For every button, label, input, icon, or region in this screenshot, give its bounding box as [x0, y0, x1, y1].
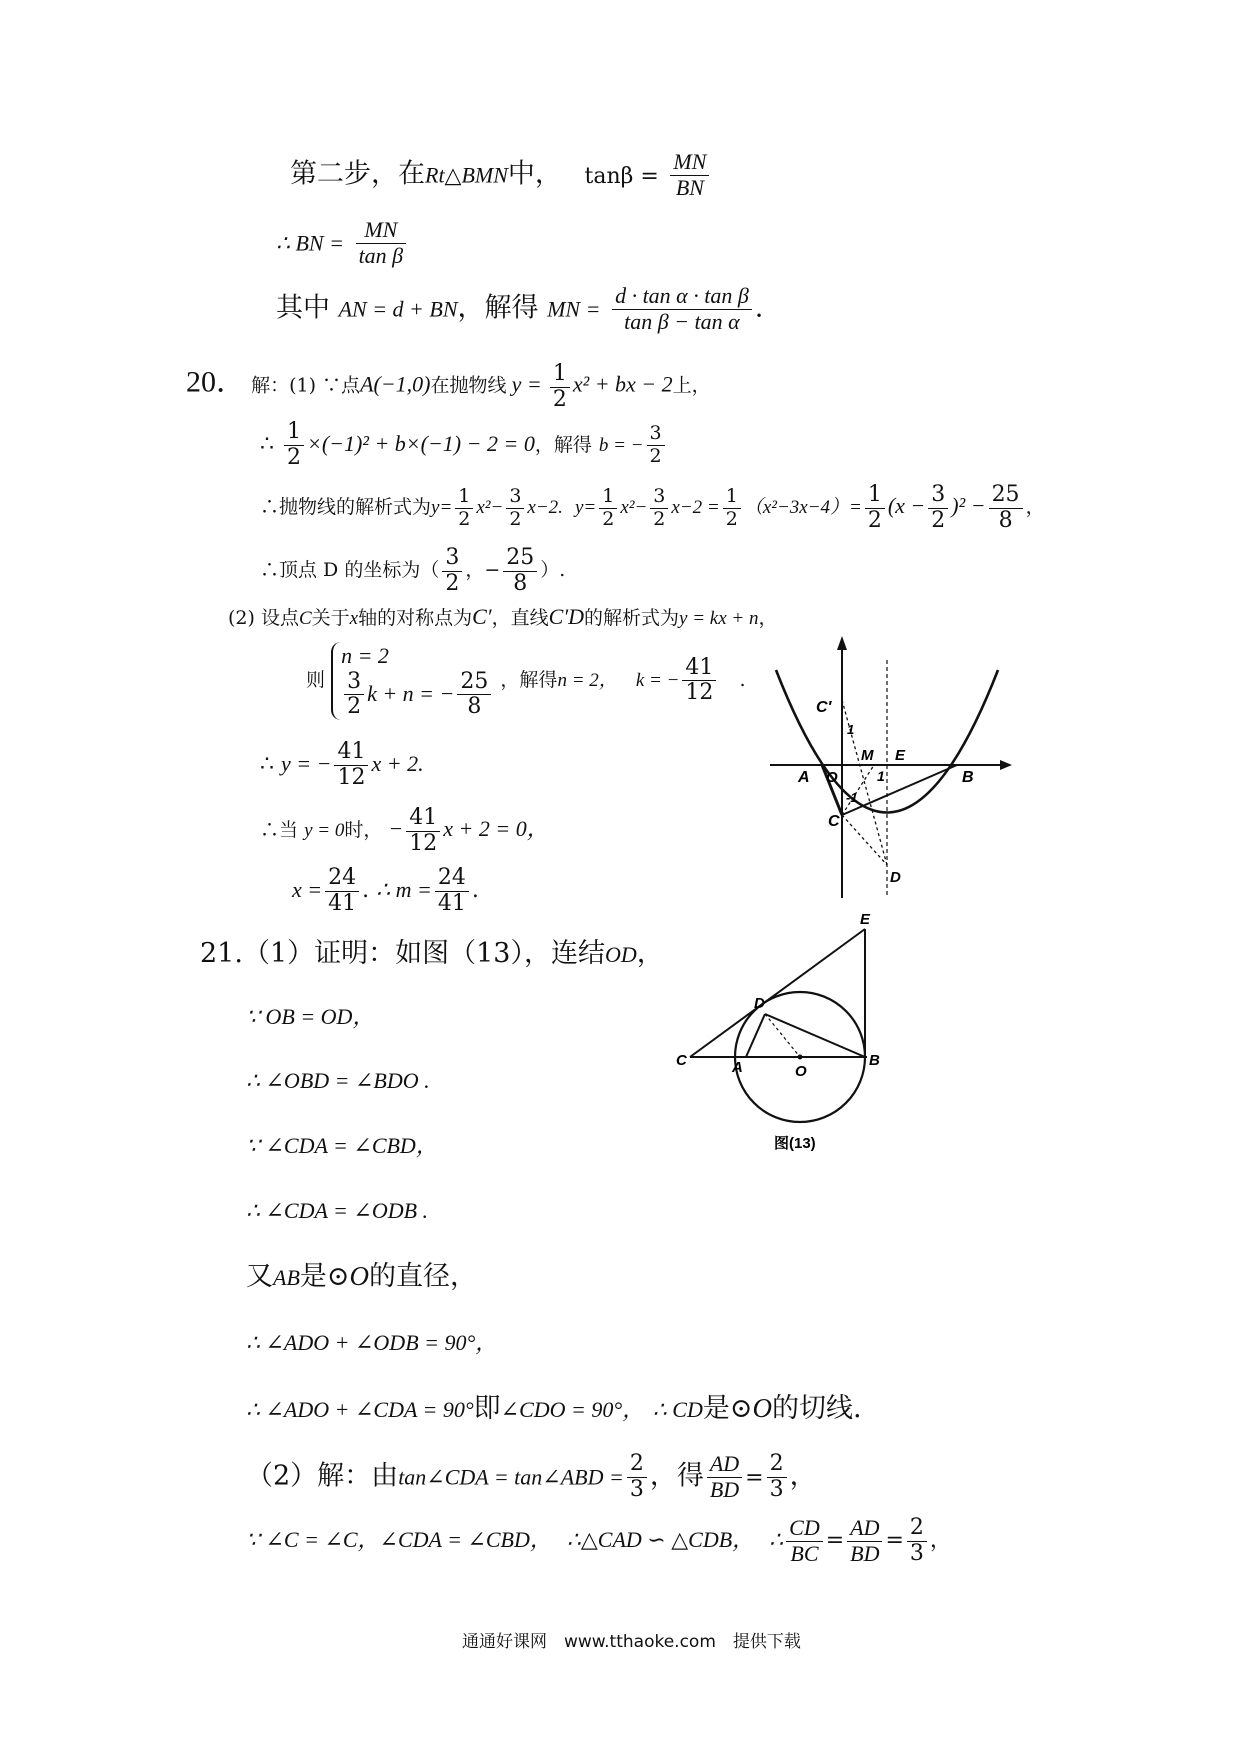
- fraction: $\frac{3}{2}$: [647, 423, 665, 467]
- q21-line1: 21.（1）证明：如图（13），连结OD，: [200, 938, 664, 969]
- fraction: $\frac{1}{2}$: [865, 483, 885, 533]
- fraction: $\frac{25}{8}$: [503, 546, 537, 596]
- fraction: $\frac{24}{41}$: [325, 866, 359, 916]
- label-e: E: [860, 911, 871, 928]
- line-cb: [842, 765, 957, 815]
- q20-line8: ∴当 y = 0时， − $\frac{41}{12}$ x + 2 = 0，: [260, 805, 549, 856]
- label-m: M: [861, 747, 874, 764]
- figure-caption: 图(13): [774, 1135, 816, 1152]
- fraction: $\frac{\text{d · tan α · tan β}}{\text{tan β − tan α}}$: [612, 284, 752, 334]
- q21-line6: 又AB是⊙O的直径，: [246, 1261, 478, 1292]
- q21-line10: ∵ ∠C = ∠C，∠CDA = ∠CBD， ∴△CAD ∽ △CDB， ∴ $\frac{CD}{BC}$ = $\frac{AD}{BD}$ = $\frac{2}{3}$ ，: [246, 1515, 952, 1566]
- fraction: $\frac{2}{3}$: [627, 1452, 647, 1502]
- question-number: 20．: [186, 365, 246, 399]
- fraction: $\frac{2}{3}$: [907, 1516, 927, 1566]
- q20-line2: ∴ $\frac{1}{2}$ ×(−1)² + b×(−1) − 2 = 0，解得 b = − $\frac{3}{2}$: [260, 420, 668, 470]
- label-one-x: 1: [877, 768, 885, 784]
- label-o: O: [826, 769, 838, 786]
- fraction: $\frac{41}{12}$: [406, 806, 440, 856]
- label-b: B: [869, 1052, 880, 1069]
- label-a: A: [732, 1059, 743, 1076]
- fraction: $\frac{41}{12}$: [334, 740, 368, 790]
- circle-figure: [670, 910, 910, 1160]
- line-db: [765, 1014, 865, 1057]
- fraction: $\frac{1}{2}$: [723, 486, 741, 530]
- label-a: A: [798, 769, 810, 786]
- q20-line9: x = $\frac{24}{41}$ . ∴ m = $\frac{24}{41}$ .: [292, 865, 479, 916]
- label-one-y: 1: [847, 722, 855, 737]
- q21-line2: ∵ OB = OD，: [246, 1004, 375, 1029]
- q21-line5: ∴ ∠CDA = ∠ODB .: [246, 1198, 429, 1223]
- an-line: 其中 AN = d + BN，解得 MN = $\frac{\text{d · tan α · tan β}}{\text{tan β − tan α}}$ .: [276, 283, 764, 334]
- footer-text: 通通好课网 www.tthaoke.com 提供下载: [462, 1632, 801, 1652]
- q20-line4: ∴顶点 D 的坐标为（ $\frac{3}{2}$ ，− $\frac{25}{8}$ ）.: [260, 545, 566, 596]
- center-point: [798, 1055, 803, 1060]
- y-axis-arrow: [837, 636, 847, 650]
- fraction: $\frac{1}{2}$: [284, 420, 304, 470]
- equation-system: n = 2 $\frac{3}{2}$ k + n = − $\frac{25}{8}$: [331, 642, 494, 720]
- parabola-graph: [760, 630, 1040, 900]
- q21-line3: ∴ ∠OBD = ∠BDO .: [246, 1068, 430, 1093]
- q20-line7: ∴ y = − $\frac{41}{12}$ x + 2.: [260, 739, 424, 790]
- fraction: $\frac{MN}{BN}$: [670, 150, 709, 200]
- label-c: C: [828, 813, 840, 830]
- q20-line1: 20． 解：(1) ∵点A(−1,0)在抛物线 y = $\frac{1}{2}$ x² + bx − 2上，: [186, 361, 711, 412]
- fraction: $\frac{3}{2}$: [506, 486, 524, 530]
- label-o: O: [795, 1063, 807, 1080]
- fraction: $\frac{25}{8}$: [989, 483, 1023, 533]
- q20-line5: (2) 设点C关于x轴的对称点为C′，直线C′D的解析式为y = kx + n，: [228, 604, 778, 629]
- fraction: $\frac{3}{2}$: [650, 486, 668, 530]
- label-d: D: [754, 995, 765, 1012]
- label-d: D: [890, 869, 901, 886]
- label-neg1: -1: [846, 790, 858, 805]
- fraction: $\frac{25}{8}$: [457, 670, 491, 720]
- label-b: B: [962, 769, 974, 786]
- fraction: $\frac{41}{12}$: [682, 656, 716, 706]
- fraction: $\frac{1}{2}$: [455, 486, 473, 530]
- q21-line8: ∴ ∠ADO + ∠CDA = 90°即∠CDO = 90°， ∴ CD是⊙O的切线.: [246, 1393, 862, 1424]
- label-c-prime: C′: [816, 699, 832, 716]
- q21-line4: ∵ ∠CDA = ∠CBD，: [246, 1133, 438, 1158]
- fraction: $\frac{1}{2}$: [599, 486, 617, 530]
- step2-line: 第二步，在Rt△BMN中， tanβ = $\frac{MN}{BN}$: [290, 150, 712, 200]
- fraction: $\frac{MN}{\text{tan β}}$: [356, 218, 407, 268]
- q21-line9: （2）解：由tan∠CDA = tan∠ABD = $\frac{2}{3}$ ，得 $\frac{AD}{BD}$ = $\frac{2}{3}$ ，: [246, 1451, 817, 1502]
- fraction: $\frac{1}{2}$: [550, 362, 570, 412]
- label-c: C: [676, 1052, 687, 1069]
- fraction: $\frac{AD}{BD}$: [847, 1516, 882, 1566]
- line-ad: [746, 1014, 765, 1057]
- fraction: $\frac{CD}{BC}$: [786, 1516, 823, 1566]
- line-ce: [690, 929, 865, 1057]
- label-e: E: [895, 747, 906, 764]
- fraction: $\frac{24}{41}$: [435, 866, 469, 916]
- fraction: $\frac{3}{2}$: [344, 670, 364, 720]
- x-axis-arrow: [1000, 760, 1012, 770]
- fraction: $\frac{3}{2}$: [442, 546, 462, 596]
- bn-line: ∴ BN = $\frac{MN}{\text{tan β}}$: [276, 218, 409, 268]
- q20-system: 则 n = 2 $\frac{3}{2}$ k + n = − $\frac{25}{8}$ ，解得n = 2， k = − $\frac{41}{12}$ .: [306, 643, 746, 720]
- fraction: $\frac{3}{2}$: [928, 483, 948, 533]
- fraction: $\frac{AD}{BD}$: [707, 1452, 742, 1502]
- q20-line3: ∴抛物线的解析式为y= $\frac{1}{2}$ x²− $\frac{3}{2}$ x−2. y= $\frac{1}{2}$ x²− $\frac{3}{2}$ x−2 = $\frac{1}{2}$ （x²−3x−4）= $\frac{1}{2}$ (x − $\frac{3}{2}$ )² − $\frac{25}{8}$ ，: [260, 482, 1045, 533]
- q21-line7: ∴ ∠ADO + ∠ODB = 90°，: [246, 1330, 498, 1355]
- fraction: $\frac{2}{3}$: [767, 1452, 787, 1502]
